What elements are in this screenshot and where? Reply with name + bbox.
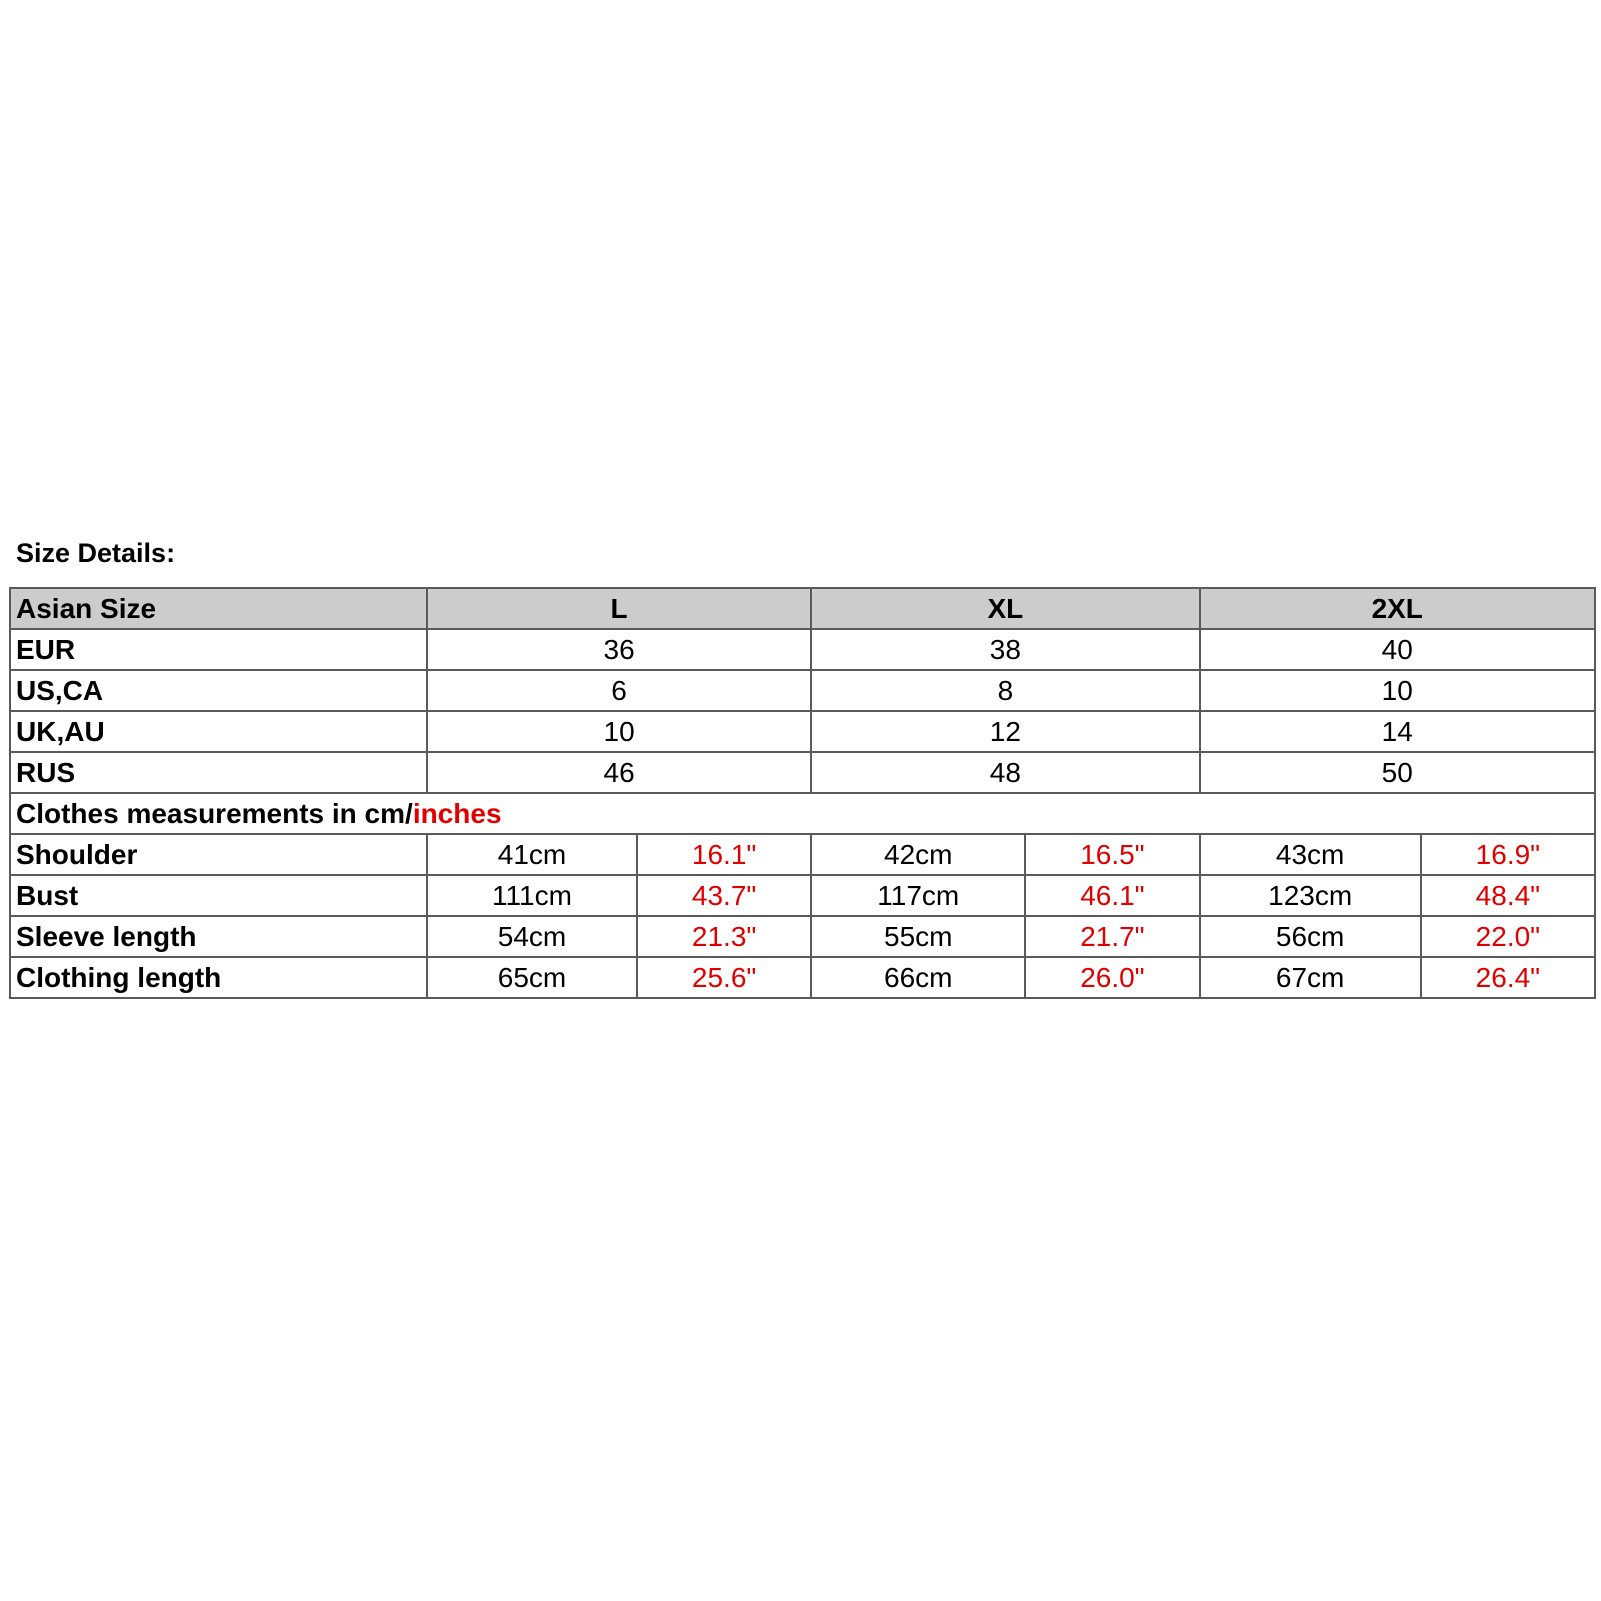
cm-cell: 111cm — [427, 875, 637, 916]
inch-cell: 21.7" — [1025, 916, 1199, 957]
page-title: Size Details: — [16, 538, 176, 568]
conversion-row-uk-au — [10, 711, 1595, 752]
section-suffix: inches — [412, 798, 502, 829]
cell: 8 — [811, 670, 1199, 711]
inch-cell: 46.1" — [1025, 875, 1199, 916]
row-label: RUS — [10, 752, 427, 793]
cell: 10 — [427, 711, 811, 752]
row-label: Sleeve length — [10, 916, 427, 957]
cell: 10 — [1200, 670, 1596, 711]
conversion-row-eur — [10, 629, 1595, 670]
cell: 46 — [427, 752, 811, 793]
inch-cell: 21.3" — [637, 916, 811, 957]
cm-cell: 54cm — [427, 916, 637, 957]
header-row — [10, 588, 1595, 629]
header-label: Asian Size — [10, 588, 427, 629]
measurement-row-sleeve-length — [10, 916, 1595, 957]
inch-cell: 22.0" — [1421, 916, 1595, 957]
row-label: UK,AU — [10, 711, 427, 752]
conversion-row-rus — [10, 752, 1595, 793]
row-label: US,CA — [10, 670, 427, 711]
inch-cell: 26.4" — [1421, 957, 1595, 998]
row-label: EUR — [10, 629, 427, 670]
cell: 14 — [1200, 711, 1596, 752]
cell: 50 — [1200, 752, 1596, 793]
cell: 40 — [1200, 629, 1596, 670]
row-label: Bust — [10, 875, 427, 916]
cm-cell: 42cm — [811, 834, 1025, 875]
cell: 36 — [427, 629, 811, 670]
cell: 38 — [811, 629, 1199, 670]
size-header-l: L — [427, 588, 811, 629]
inch-cell: 16.5" — [1025, 834, 1199, 875]
cell: 48 — [811, 752, 1199, 793]
row-label: Shoulder — [10, 834, 427, 875]
measurement-row-clothing-length — [10, 957, 1595, 998]
cm-cell: 43cm — [1200, 834, 1421, 875]
inch-cell: 43.7" — [637, 875, 811, 916]
cm-cell: 67cm — [1200, 957, 1421, 998]
cell: 12 — [811, 711, 1199, 752]
cm-cell: 56cm — [1200, 916, 1421, 957]
inch-cell: 16.1" — [637, 834, 811, 875]
row-label: Clothing length — [10, 957, 427, 998]
measurements-section-heading — [10, 793, 1595, 834]
cm-cell: 65cm — [427, 957, 637, 998]
section-prefix: Clothes measurements in cm/ — [16, 798, 413, 829]
inch-cell: 26.0" — [1025, 957, 1199, 998]
measurement-row-shoulder — [10, 834, 1595, 875]
section-row — [10, 793, 1595, 834]
cell: 6 — [427, 670, 811, 711]
size-header-2xl: 2XL — [1200, 588, 1596, 629]
cm-cell: 117cm — [811, 875, 1025, 916]
inch-cell: 16.9" — [1421, 834, 1595, 875]
size-chart-table — [9, 587, 1596, 999]
inch-cell: 25.6" — [637, 957, 811, 998]
inch-cell: 48.4" — [1421, 875, 1595, 916]
size-header-xl: XL — [811, 588, 1199, 629]
measurement-row-bust — [10, 875, 1595, 916]
cm-cell: 55cm — [811, 916, 1025, 957]
cm-cell: 41cm — [427, 834, 637, 875]
conversion-row-us-ca — [10, 670, 1595, 711]
cm-cell: 66cm — [811, 957, 1025, 998]
cm-cell: 123cm — [1200, 875, 1421, 916]
